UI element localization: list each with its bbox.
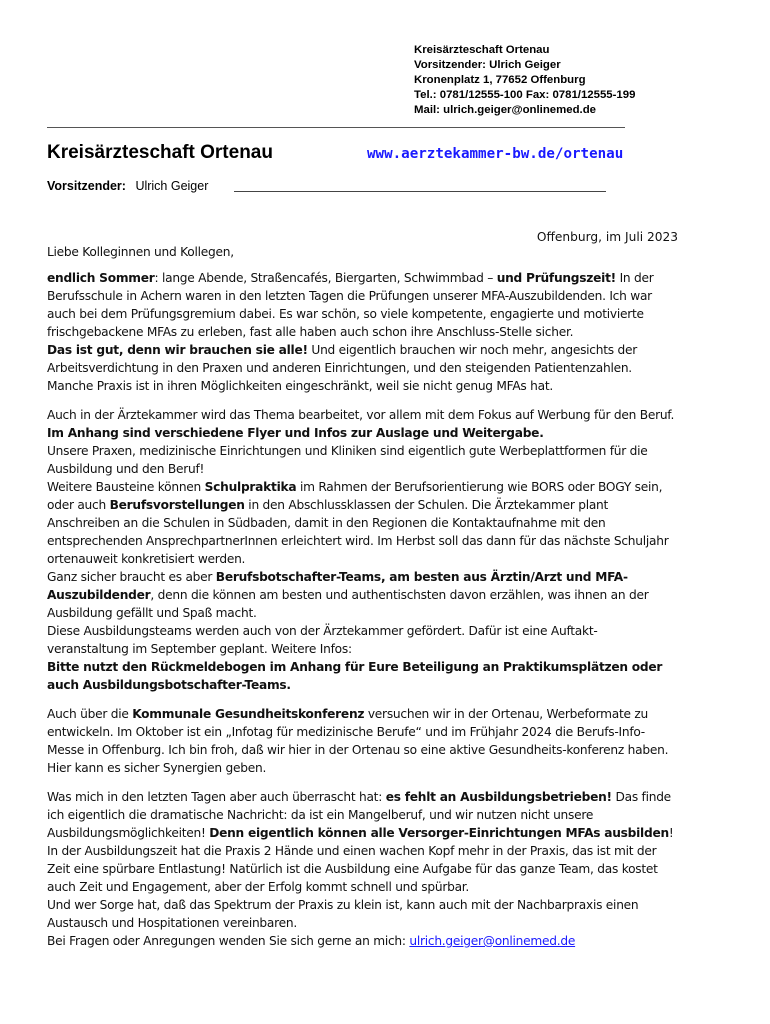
bold-text: Bitte nutzt den Rückmeldebogen im Anhang für Eure Beteiligung an Praktikumsplätzen oder auch Ausbildungsbotschafter-Teams. [47, 660, 663, 692]
text: Weitere Bausteine können [47, 480, 205, 494]
sender-org: Kreisärzteschaft Ortenau [414, 44, 550, 56]
paragraph-neighbour-practice: Und wer Sorge hat, daß das Spektrum der Praxis zu klein ist, kann auch mit der Nachbarpraxis einen Austausch und Hospitationen vereinbaren. [47, 898, 639, 930]
chair-name: Ulrich Geiger [135, 179, 209, 193]
text: Auch in der Ärztekammer wird das Thema bearbeitet, vor allem mit dem Fokus auf Werbung für den Beruf. [47, 408, 675, 422]
sender-mail: Mail: ulrich.geiger@onlinemed.de [414, 104, 596, 116]
paragraph-relief: In der Ausbildungszeit hat die Praxis 2 Hände und einen wachen Kopf mehr in der Praxis, das ist mit der Zeit eine spürbare Entlastung! Natürlich ist die Ausbildung eine Aufgabe für das ganze Team, das kostet auch Zeit und Engagement, aber der Erfolg kommt schnell und spürbar. [47, 844, 658, 894]
paragraph-feedback-request [47, 658, 677, 694]
org-website-link[interactable]: www.aerztekammer-bw.de/ortenau [367, 146, 624, 162]
paragraph-internships [47, 478, 677, 568]
text: Und eigentlich brauchen wir noch mehr, angesichts der Arbeitsverdichtung in den Praxen und anderen Einrichtungen, und den steigenden Patientenzahlen. Manche Praxis ist in ihren Möglichkeiten eingeschränkt, weil sie nicht genug MFAs hat. [47, 343, 637, 393]
chair-row [47, 179, 208, 193]
chair-label: Vorsitzender: [47, 179, 126, 193]
letter-body [47, 243, 677, 950]
text: Was mich in den letzten Tagen aber auch überrascht hat: [47, 790, 386, 804]
text: : lange Abende, Straßencafés, Biergarten, Schwimmbad – [154, 271, 497, 285]
bold-text: Schulpraktika [204, 480, 297, 494]
bold-text: es fehlt an Ausbildungsbetrieben! [385, 790, 612, 804]
text: im Rahmen der Berufsorientierung wie BORS oder BOGY sein, oder auch [47, 480, 663, 512]
text: , denn die können am besten und authentischsten davon erzählen, was ihnen an der Ausbildung gefällt und Spaß macht. [47, 588, 649, 620]
sender-phone-fax: Tel.: 0781/12555-100 Fax: 0781/12555-199 [414, 89, 636, 101]
bold-text: und Prüfungszeit! [496, 271, 616, 285]
text: Bei Fragen oder Anregungen wenden Sie sich gerne an mich: [47, 934, 410, 948]
bold-text: Denn eigentlich können alle Versorger-Einrichtungen MFAs ausbilden [209, 826, 669, 840]
header-divider [47, 127, 625, 128]
bold-text: endlich Sommer [47, 271, 155, 285]
sender-street: Kronenplatz 1, 77652 Offenburg [414, 74, 586, 86]
bold-text: Kommunale Gesundheitskonferenz [132, 707, 365, 721]
sender-address-block [414, 43, 635, 118]
paragraph-contact [47, 932, 677, 950]
bold-text: Im Anhang sind verschiedene Flyer und Infos zur Auslage und Weitergabe. [47, 426, 544, 440]
bold-text: Berufsvorstellungen [109, 498, 245, 512]
text: versuchen wir in der Ortenau, Werbeformate zu entwickeln. Im Oktober ist ein „Infotag für medizinische Berufe“ und im Frühjahr 2024 die Berufs-Info-Messe in Offenburg. Ich bin froh, daß wir hier in der Ortenau so eine aktive Gesundheits-konferenz haben. Hier kann es sicher Synergien geben. [47, 707, 669, 775]
paragraph-health-conference [47, 705, 677, 777]
contact-email-link[interactable]: ulrich.geiger@onlinemed.de [409, 934, 576, 948]
text: In der Berufsschule in Achern waren in den letzten Tagen die Prüfungen unserer MFA-Auszubildenden. Ich war auch bei dem Prüfungsgremium dabei. Es war schön, so viele kompetente, engagierte und motivierte frischgebackene MFAs zu erleben, fast alle haben auch schon ihre Anschluss-Stelle sicher. [47, 271, 654, 339]
text: Auch über die [47, 707, 133, 721]
paragraph-platforms: Unsere Praxen, medizinische Einrichtungen und Kliniken sind eigentlich gute Werbeplattformen für die Ausbildung und den Beruf! [47, 444, 648, 476]
paragraph-chamber [47, 406, 677, 442]
paragraph-ambassadors [47, 568, 677, 622]
bold-text: Das ist gut, denn wir brauchen sie alle! [47, 343, 308, 357]
paragraph-training-companies [47, 788, 677, 842]
org-title: Kreisärzteschaft Ortenau [47, 142, 273, 163]
text: in den Abschlussklassen der Schulen. Die Ärztekammer plant Anschreiben an die Schulen in Südbaden, damit in den Regionen die Kontaktaufnahme mit den entsprechenden AnsprechpartnerInnen erleichtert wird. Im Herbst soll das dann für das nächste Schuljahr ortenauweit konkretisiert werden. [47, 498, 669, 566]
salutation: Liebe Kolleginnen und Kollegen, [47, 245, 234, 259]
text: Das finde ich eigentlich die dramatische Nachricht: da ist ein Mangelberuf, und wir nutzen nicht unsere Ausbildungsmöglichkeiten! [47, 790, 671, 840]
text: Ganz sicher braucht es aber [47, 570, 216, 584]
paragraph-summer [47, 269, 677, 341]
letter-date: Offenburg, im Juli 2023 [536, 230, 678, 244]
text: ! [668, 826, 674, 840]
sender-chair: Vorsitzender: Ulrich Geiger [414, 59, 561, 71]
paragraph-need [47, 341, 677, 395]
paragraph-teams: Diese Ausbildungsteams werden auch von der Ärztekammer gefördert. Dafür ist eine Auftakt-veranstaltung im September geplant. Weitere Infos: [47, 624, 598, 656]
chair-underline [234, 191, 606, 192]
bold-text: Berufsbotschafter-Teams, am besten aus Ärztin/Arzt und MFA-Auszubildender [47, 570, 628, 602]
